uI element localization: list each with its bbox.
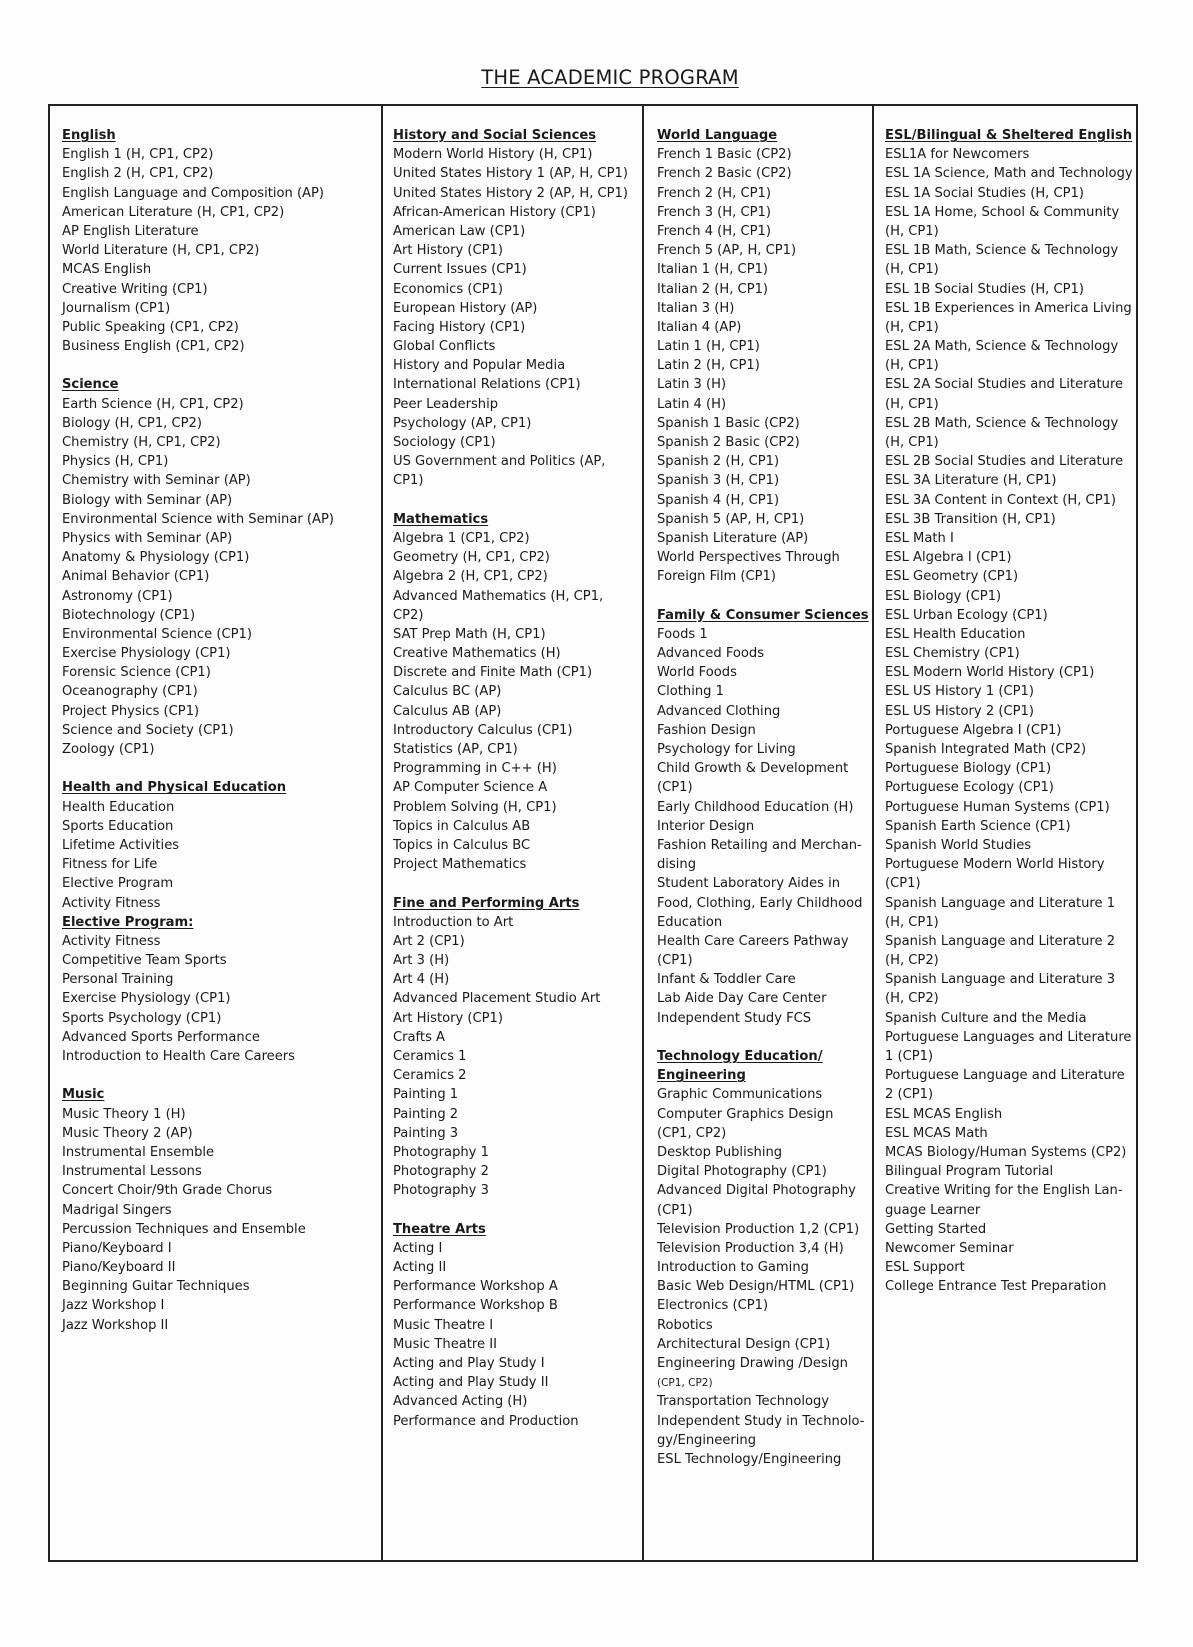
course-item: Facing History (CP1) — [393, 319, 526, 335]
course-item: (H, CP1) — [885, 319, 939, 335]
course-item: Art 3 (H) — [393, 953, 450, 969]
course-item: SAT Prep Math (H, CP1) — [393, 626, 546, 642]
course-item: ESL 1A Science, Math and Technology — [885, 166, 1133, 182]
course-item: ESL US History 2 (CP1) — [885, 703, 1034, 719]
course-item: Project Physics (CP1) — [62, 703, 200, 719]
section-heading: Family & Consumer Sciences — [657, 607, 869, 623]
course-item: American Literature (H, CP1, CP2) — [62, 204, 285, 220]
section-heading: Science — [62, 377, 119, 393]
course-item: Television Production 1,2 (CP1) — [657, 1221, 860, 1237]
course-item: Spanish 2 Basic (CP2) — [657, 435, 800, 450]
course-item: Interior Design — [657, 818, 755, 834]
course-item: Child Growth & Development — [657, 761, 849, 777]
course-item: Painting 1 — [393, 1087, 459, 1103]
course-item: Creative Writing for the English Lan- — [885, 1183, 1123, 1199]
course-item: Jazz Workshop II — [62, 1317, 169, 1333]
course-item: French 2 Basic (CP2) — [657, 166, 792, 182]
course-item: Algebra 1 (CP1, CP2) — [393, 530, 530, 546]
course-item: Chemistry with Seminar (AP) — [62, 473, 251, 489]
course-item: Spanish Earth Science (CP1) — [885, 818, 1071, 834]
course-item: College Entrance Test Preparation — [885, 1279, 1107, 1295]
course-item: ESL MCAS English — [885, 1106, 1003, 1122]
course-item: English 1 (H, CP1, CP2) — [62, 147, 214, 163]
spacer — [657, 587, 872, 606]
course-item: Competitive Team Sports — [62, 953, 227, 969]
section-heading: English — [62, 128, 116, 143]
course-item: ESL 3B Transition (H, CP1) — [885, 511, 1056, 527]
course-item: Portuguese Ecology (CP1) — [885, 780, 1054, 796]
course-item: French 1 Basic (CP2) — [657, 147, 792, 163]
course-item: Science and Society (CP1) — [62, 722, 234, 738]
course-item: (H, CP1) — [885, 358, 939, 374]
course-item: Painting 2 — [393, 1106, 459, 1122]
course-item: (H, CP1) — [885, 262, 939, 278]
course-item: World Perspectives Through — [657, 550, 840, 566]
course-item: Spanish 5 (AP, H, CP1) — [657, 511, 805, 527]
course-item: ESL Geometry (CP1) — [885, 569, 1019, 585]
course-item: Biotechnology (CP1) — [62, 607, 196, 623]
course-item: ESL Biology (CP1) — [885, 588, 1002, 604]
course-item: Photography 1 — [393, 1144, 489, 1160]
course-item: Spanish Integrated Math (CP2) — [885, 742, 1087, 757]
course-item: Topics in Calculus AB — [393, 818, 531, 834]
course-item: Basic Web Design/HTML (CP1) — [657, 1279, 855, 1295]
column-4 — [874, 106, 1136, 1560]
course-item: Physics (H, CP1) — [62, 454, 169, 470]
course-item: ESL 1A Home, School & Community — [885, 204, 1120, 220]
course-item: Spanish Language and Literature 1 — [885, 895, 1116, 911]
spacer — [657, 1028, 872, 1047]
course-item: French 3 (H, CP1) — [657, 204, 771, 220]
course-item — [657, 1373, 872, 1392]
course-item: Art 2 (CP1) — [393, 933, 465, 949]
course-item: Introduction to Art — [393, 914, 514, 930]
course-item: Italian 3 (H) — [657, 300, 735, 316]
course-item: Performance Workshop B — [393, 1298, 558, 1314]
course-item: ESL 3A Literature (H, CP1) — [885, 473, 1057, 489]
column-2 — [383, 106, 644, 1560]
section-heading: Engineering — [657, 1068, 746, 1084]
spacer — [62, 1066, 381, 1085]
course-item: Algebra 2 (H, CP1, CP2) — [393, 569, 548, 585]
course-item: Exercise Physiology (CP1) — [62, 646, 231, 662]
course-item: Project Mathematics — [393, 857, 527, 873]
course-item: CP1) — [393, 473, 424, 489]
course-item: Sports Psychology (CP1) — [62, 1010, 222, 1026]
course-item: Advanced Acting (H) — [393, 1394, 528, 1410]
course-item: (CP1, CP2) — [657, 1125, 727, 1141]
section-heading: Elective Program: — [62, 914, 194, 930]
course-item: guage Learner — [885, 1202, 981, 1218]
course-item: ESL 1A Social Studies (H, CP1) — [885, 185, 1084, 201]
course-item: ESL US History 1 (CP1) — [885, 684, 1034, 700]
spacer — [62, 759, 381, 778]
course-item: Advanced Digital Photography — [657, 1183, 856, 1199]
course-item: Animal Behavior (CP1) — [62, 569, 210, 585]
course-item: United States History 1 (AP, H, CP1) — [393, 166, 628, 182]
course-item: French 4 (H, CP1) — [657, 223, 771, 239]
course-item: Spanish 1 Basic (CP2) — [657, 415, 800, 431]
course-item: Lifetime Activities — [62, 837, 180, 853]
course-item: 2 (CP1) — [885, 1087, 934, 1103]
course-item: Portuguese Languages and Literature — [885, 1029, 1132, 1045]
course-item: US Government and Politics (AP, — [393, 454, 606, 470]
course-item: Economics (CP1) — [393, 281, 503, 297]
course-item: United States History 2 (AP, H, CP1) — [393, 185, 628, 201]
course-item: Acting and Play Study I — [393, 1356, 545, 1371]
course-item: Photography 2 — [393, 1164, 489, 1180]
course-item: Oceanography (CP1) — [62, 684, 198, 700]
course-item: ESL Technology/Engineering — [657, 1451, 842, 1467]
course-item: Getting Started — [885, 1221, 987, 1237]
course-item: Lab Aide Day Care Center — [657, 991, 827, 1007]
page-title: THE ACADEMIC PROGRAM — [481, 66, 739, 89]
course-item: African-American History (CP1) — [393, 204, 596, 220]
spacer — [393, 1201, 642, 1220]
course-item: Forensic Science (CP1) — [62, 665, 211, 681]
course-item: Madrigal Singers — [62, 1202, 172, 1218]
course-item: Bilingual Program Tutorial — [885, 1164, 1054, 1180]
course-item: (CP1) — [657, 1202, 693, 1218]
course-item: Architectural Design (CP1) — [657, 1336, 831, 1352]
course-table — [48, 104, 1138, 1562]
course-item: Independent Study FCS — [657, 1010, 812, 1026]
course-item: Electronics (CP1) — [657, 1298, 769, 1314]
course-item: Education — [657, 914, 723, 930]
spacer — [62, 356, 381, 375]
course-item: Public Speaking (CP1, CP2) — [62, 319, 239, 335]
course-item: Latin 4 (H) — [657, 396, 727, 412]
course-item: Television Production 3,4 (H) — [657, 1240, 844, 1256]
course-item: ESL 2A Math, Science & Technology — [885, 339, 1119, 355]
course-item: Environmental Science (CP1) — [62, 626, 252, 642]
course-item: Food, Clothing, Early Childhood — [657, 895, 863, 911]
course-item: International Relations (CP1) — [393, 377, 581, 393]
course-item: Exercise Physiology (CP1) — [62, 991, 231, 1007]
course-item: Latin 1 (H, CP1) — [657, 339, 760, 355]
course-item: MCAS Biology/Human Systems (CP2) — [885, 1144, 1127, 1160]
course-item: European History (AP) — [393, 300, 538, 316]
course-item: Spanish Culture and the Media — [885, 1010, 1087, 1026]
course-item: Advanced Sports Performance — [62, 1029, 260, 1045]
course-item: ESL Urban Ecology (CP1) — [885, 607, 1048, 623]
course-item: (H, CP2) — [885, 991, 939, 1007]
course-item: dising — [657, 857, 697, 873]
course-item: Astronomy (CP1) — [62, 588, 173, 604]
course-item: Newcomer Seminar — [885, 1240, 1014, 1256]
course-item: Infant & Toddler Care — [657, 972, 796, 988]
course-item: Anatomy & Physiology (CP1) — [62, 550, 250, 566]
course-item: Foods 1 — [657, 626, 708, 642]
section-heading: Fine and Performing Arts — [393, 895, 580, 911]
course-item: ESL1A for Newcomers — [885, 147, 1030, 163]
course-item: Spanish 3 (H, CP1) — [657, 473, 780, 489]
course-item: Business English (CP1, CP2) — [62, 339, 245, 355]
course-item: Creative Mathematics (H) — [393, 646, 561, 662]
course-item: ESL Support — [885, 1260, 965, 1276]
course-item: Advanced Foods — [657, 646, 765, 662]
course-item: Spanish World Studies — [885, 837, 1032, 853]
course-item: Current Issues (CP1) — [393, 262, 527, 278]
course-item: Introduction to Gaming — [657, 1260, 809, 1276]
course-item: ESL 1B Math, Science & Technology — [885, 243, 1119, 259]
course-item: 1 (CP1) — [885, 1049, 934, 1064]
course-item: Crafts A — [393, 1029, 446, 1045]
course-item: World Literature (H, CP1, CP2) — [62, 243, 260, 259]
course-item: Piano/Keyboard I — [62, 1240, 172, 1256]
course-item: History and Popular Media — [393, 358, 566, 374]
course-item: Spanish Literature (AP) — [657, 530, 809, 546]
course-item: (H, CP2) — [885, 953, 939, 969]
course-item: Spanish 2 (H, CP1) — [657, 454, 780, 470]
course-item: Performance Workshop A — [393, 1279, 558, 1295]
course-item: Earth Science (H, CP1, CP2) — [62, 396, 244, 412]
course-item: Biology (H, CP1, CP2) — [62, 415, 202, 431]
course-item: Robotics — [657, 1317, 713, 1333]
course-item: ESL 1B Social Studies (H, CP1) — [885, 281, 1084, 297]
course-item: Portuguese Language and Literature — [885, 1068, 1125, 1084]
course-item: Concert Choir/9th Grade Chorus — [62, 1183, 273, 1199]
course-item: Peer Leadership — [393, 396, 499, 412]
course-item: English Language and Composition (AP) — [62, 185, 325, 201]
course-item: ESL Chemistry (CP1) — [885, 646, 1020, 662]
course-item: Instrumental Ensemble — [62, 1144, 215, 1160]
course-item: Music Theatre II — [393, 1336, 497, 1352]
course-item: Latin 3 (H) — [657, 377, 727, 393]
course-item: Sociology (CP1) — [393, 435, 496, 450]
course-item: Piano/Keyboard II — [62, 1260, 176, 1276]
course-item: Introductory Calculus (CP1) — [393, 722, 573, 738]
course-item: ESL Math I — [885, 530, 954, 546]
course-item: Modern World History (H, CP1) — [393, 147, 593, 163]
course-item: (CP1) — [885, 876, 921, 892]
course-item: Fashion Design — [657, 722, 756, 738]
course-item: Activity Fitness — [62, 933, 161, 949]
course-item: Ceramics 1 — [393, 1049, 467, 1064]
course-item: Environmental Science with Seminar (AP) — [62, 511, 334, 527]
course-item: Acting and Play Study II — [393, 1375, 549, 1391]
course-item: Foreign Film (CP1) — [657, 569, 776, 585]
section-heading: Technology Education/ — [657, 1049, 823, 1064]
course-item: Problem Solving (H, CP1) — [393, 799, 557, 815]
course-item: Health Education — [62, 799, 175, 815]
course-item: MCAS English — [62, 262, 152, 278]
course-item-text: (CP1, CP2) — [657, 1377, 713, 1390]
course-item: English 2 (H, CP1, CP2) — [62, 166, 214, 182]
course-item: Music Theatre I — [393, 1317, 494, 1333]
course-item: Personal Training — [62, 972, 174, 988]
course-item: Computer Graphics Design — [657, 1106, 834, 1122]
course-item: Italian 1 (H, CP1) — [657, 262, 769, 278]
course-item: Painting 3 — [393, 1125, 459, 1141]
course-item: Art History (CP1) — [393, 243, 503, 259]
course-item: Spanish Language and Literature 3 — [885, 972, 1116, 988]
section-heading: World Language — [657, 128, 778, 143]
course-item: Student Laboratory Aides in — [657, 876, 841, 892]
course-item: Advanced Clothing — [657, 703, 781, 719]
course-item: ESL Algebra I (CP1) — [885, 550, 1012, 566]
column-3 — [644, 106, 874, 1560]
section-heading: Mathematics — [393, 511, 489, 527]
course-item: Introduction to Health Care Careers — [62, 1049, 295, 1064]
course-item: Zoology (CP1) — [62, 742, 155, 757]
course-item: ESL Modern World History (CP1) — [885, 665, 1095, 681]
spacer — [393, 491, 642, 510]
course-item: (H, CP1) — [885, 914, 939, 930]
course-item: Independent Study in Technolo- — [657, 1413, 865, 1429]
spacer — [393, 874, 642, 893]
course-item: (CP1) — [657, 780, 693, 796]
course-item: AP English Literature — [62, 223, 199, 239]
section-heading: History and Social Sciences — [393, 128, 597, 143]
section-heading: Theatre Arts — [393, 1221, 486, 1237]
course-item: AP Computer Science A — [393, 780, 548, 796]
course-item: Ceramics 2 — [393, 1068, 467, 1084]
course-item: Portuguese Human Systems (CP1) — [885, 799, 1110, 815]
course-item: (H, CP1) — [885, 223, 939, 239]
course-item: Jazz Workshop I — [62, 1298, 165, 1314]
section-heading: Health and Physical Education — [62, 780, 287, 796]
course-item: Elective Program — [62, 876, 174, 892]
course-item: ESL 1B Experiences in America Living — [885, 300, 1132, 316]
course-item: Digital Photography (CP1) — [657, 1164, 827, 1180]
section-heading: ESL/Bilingual & Sheltered English — [885, 128, 1133, 143]
course-item: Sports Education — [62, 818, 174, 834]
course-item: Transportation Technology — [657, 1394, 830, 1410]
course-item: French 5 (AP, H, CP1) — [657, 243, 797, 259]
course-item: Biology with Seminar (AP) — [62, 492, 233, 508]
course-item: ESL Health Education — [885, 626, 1026, 642]
course-item: Programming in C++ (H) — [393, 761, 557, 777]
course-item: (CP1) — [657, 953, 693, 969]
course-item: Calculus AB (AP) — [393, 703, 502, 719]
section-heading: Music — [62, 1087, 105, 1103]
course-item: ESL 3A Content in Context (H, CP1) — [885, 492, 1117, 508]
course-item: Art 4 (H) — [393, 972, 450, 988]
course-item: Creative Writing (CP1) — [62, 281, 208, 297]
course-item: gy/Engineering — [657, 1432, 757, 1448]
course-item: Art History (CP1) — [393, 1010, 503, 1026]
course-item: Psychology (AP, CP1) — [393, 415, 532, 431]
course-item: Performance and Production — [393, 1413, 579, 1429]
course-item: Music Theory 1 (H) — [62, 1106, 186, 1122]
course-item: Global Conflicts — [393, 339, 496, 355]
course-item: Advanced Mathematics (H, CP1, — [393, 588, 604, 604]
course-item: Acting I — [393, 1240, 443, 1256]
course-item: Desktop Publishing — [657, 1144, 783, 1160]
course-item: ESL 2B Math, Science & Technology — [885, 415, 1119, 431]
course-item: Geometry (H, CP1, CP2) — [393, 550, 550, 566]
course-item: Chemistry (H, CP1, CP2) — [62, 435, 221, 450]
course-item: Beginning Guitar Techniques — [62, 1279, 250, 1295]
course-item: Statistics (AP, CP1) — [393, 742, 518, 757]
course-item: Psychology for Living — [657, 742, 796, 757]
course-item: Spanish 4 (H, CP1) — [657, 492, 780, 508]
course-item: Acting II — [393, 1260, 447, 1276]
course-item: Engineering Drawing /Design — [657, 1356, 848, 1371]
course-item: ESL MCAS Math — [885, 1125, 988, 1141]
course-item: Portuguese Algebra I (CP1) — [885, 722, 1062, 738]
course-item: Activity Fitness — [62, 895, 161, 911]
course-item: Graphic Communications — [657, 1087, 823, 1103]
course-item: Portuguese Biology (CP1) — [885, 761, 1052, 777]
course-item: Photography 3 — [393, 1183, 489, 1199]
course-item: Calculus BC (AP) — [393, 684, 502, 700]
course-item: Clothing 1 — [657, 684, 724, 700]
course-item: Advanced Placement Studio Art — [393, 991, 601, 1007]
course-item: ESL 2A Social Studies and Literature — [885, 377, 1124, 393]
course-item: Health Care Careers Pathway — [657, 933, 849, 949]
course-item: Physics with Seminar (AP) — [62, 530, 233, 546]
course-item: (H, CP1) — [885, 396, 939, 412]
course-item: Italian 4 (AP) — [657, 319, 742, 335]
course-item: Percussion Techniques and Ensemble — [62, 1221, 306, 1237]
course-item: Portuguese Modern World History — [885, 857, 1105, 873]
course-item: Music Theory 2 (AP) — [62, 1125, 193, 1141]
course-item: Discrete and Finite Math (CP1) — [393, 665, 593, 681]
course-item: Latin 2 (H, CP1) — [657, 358, 760, 374]
course-item: Topics in Calculus BC — [393, 837, 531, 853]
course-item: World Foods — [657, 665, 737, 681]
course-item: ESL 2B Social Studies and Literature — [885, 454, 1124, 470]
course-item: Instrumental Lessons — [62, 1164, 202, 1180]
course-item: Italian 2 (H, CP1) — [657, 281, 769, 297]
course-item: Spanish Language and Literature 2 — [885, 933, 1116, 949]
course-item: CP2) — [393, 607, 424, 623]
course-item: Fashion Retailing and Merchan- — [657, 837, 862, 853]
course-item: French 2 (H, CP1) — [657, 185, 771, 201]
course-item: (H, CP1) — [885, 435, 939, 450]
course-item: Journalism (CP1) — [62, 300, 171, 316]
column-1 — [50, 106, 383, 1560]
course-item: Fitness for Life — [62, 857, 158, 873]
course-item: Early Childhood Education (H) — [657, 799, 854, 815]
course-item: American Law (CP1) — [393, 223, 526, 239]
